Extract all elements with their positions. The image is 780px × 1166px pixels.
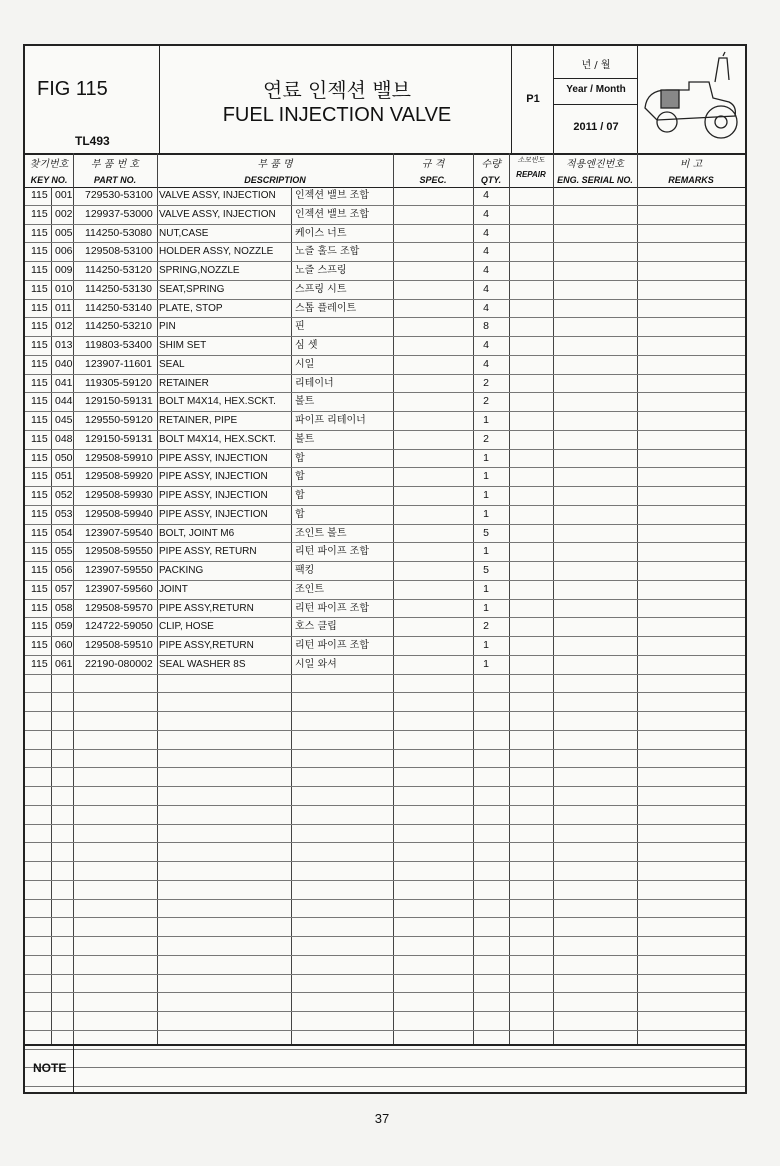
- part-number: 119803-53400: [85, 339, 152, 351]
- table-row: [25, 918, 745, 937]
- quantity: 8: [483, 320, 489, 333]
- table-row: [25, 693, 745, 712]
- table-row: [25, 300, 745, 319]
- description-kr: 스프링 시트: [295, 283, 347, 295]
- quantity: 1: [483, 470, 489, 483]
- key-number: 045: [55, 414, 73, 426]
- quantity: 4: [483, 264, 489, 276]
- table-row: [25, 318, 745, 337]
- description-en: BOLT M4X14, HEX.SCKT.: [159, 396, 276, 408]
- description-kr: 팩킹: [295, 565, 315, 576]
- table-row: [25, 375, 745, 394]
- description-kr: 조인트: [295, 583, 324, 595]
- quantity: 2: [483, 432, 489, 445]
- fig-number: 115: [31, 226, 48, 239]
- table-row: [25, 487, 745, 506]
- description-kr: 리테이너: [295, 377, 334, 389]
- table-row: [25, 393, 745, 412]
- key-number: 054: [55, 526, 73, 539]
- key-number: 055: [55, 545, 73, 558]
- fig-number: 115: [31, 357, 48, 370]
- part-number: 129508-59930: [85, 489, 153, 501]
- part-number: 129150-59131: [85, 432, 153, 445]
- description-en: PIPE ASSY, INJECTION: [159, 490, 268, 501]
- col-spec: 규 격 SPEC.: [419, 159, 447, 185]
- part-number: 114250-53120: [85, 264, 152, 276]
- quantity: 1: [483, 414, 489, 426]
- description-en: PIPE ASSY,RETURN: [159, 602, 254, 614]
- parts-list-sheet: [23, 44, 747, 1094]
- table-row: [25, 881, 745, 900]
- table-row: [25, 243, 745, 262]
- quantity: 1: [483, 639, 489, 651]
- table-row: [25, 637, 745, 656]
- key-number: 002: [55, 207, 73, 220]
- part-number: 129508-59910: [85, 451, 153, 464]
- key-number: 050: [55, 451, 73, 464]
- description-en: PACKING: [159, 565, 204, 576]
- description-en: SEAL WASHER 8S: [159, 658, 246, 670]
- table-row: [25, 975, 745, 994]
- key-number: 056: [55, 564, 73, 576]
- description-en: PIPE ASSY, RETURN: [159, 546, 257, 558]
- key-number: 051: [55, 470, 73, 483]
- table-row: [25, 731, 745, 750]
- quantity: 4: [483, 339, 489, 351]
- table-row: [25, 225, 745, 244]
- year-month-label-korean: 년 / 월: [581, 60, 611, 71]
- key-number: 058: [55, 601, 73, 614]
- table-row: [25, 675, 745, 694]
- table-row: [25, 543, 745, 562]
- title-english: FUEL INJECTION VALVE: [222, 104, 452, 126]
- description-kr: 스톱 플레이트: [295, 302, 357, 314]
- page-number: 37: [374, 1111, 390, 1126]
- description-kr: 볼트: [295, 396, 315, 408]
- part-number: 129508-59940: [85, 507, 153, 520]
- table-row: [25, 468, 745, 487]
- fig-number: 115: [31, 282, 48, 295]
- quantity: 1: [483, 657, 489, 670]
- key-number: 053: [55, 507, 73, 520]
- part-number: 114250-53210: [85, 320, 152, 333]
- year-month-label: Year / Month: [566, 84, 626, 95]
- description-kr: 케이스 너트: [295, 227, 347, 239]
- sheet-header: [25, 46, 745, 155]
- table-row: [25, 956, 745, 975]
- table-row: [25, 937, 745, 956]
- description-kr: 심 셋: [295, 340, 318, 351]
- table-row: [25, 206, 745, 225]
- table-row: [25, 506, 745, 525]
- tractor-icon: [637, 50, 741, 148]
- description-kr: 노즐 홀드 조합: [295, 246, 360, 258]
- table-row: [25, 600, 745, 619]
- part-number: 123907-59560: [85, 582, 153, 595]
- title-korean: 연료 인젝션 밸브: [263, 78, 411, 102]
- key-number: 061: [55, 657, 73, 670]
- fig-number: 115: [31, 414, 48, 426]
- description-en: PLATE, STOP: [159, 302, 223, 314]
- description-kr: 파이프 리테이너: [295, 415, 366, 426]
- description-en: PIPE ASSY, INJECTION: [159, 508, 268, 520]
- quantity: 1: [483, 507, 489, 520]
- table-row: [25, 712, 745, 731]
- col-description: 부 품 명 DESCRIPTION: [244, 159, 306, 185]
- quantity: 4: [483, 189, 489, 201]
- key-number: 013: [55, 339, 73, 351]
- description-kr: 시일 와셔: [295, 658, 337, 670]
- part-number: 129550-59120: [85, 414, 153, 426]
- fig-number: 115: [31, 395, 48, 408]
- key-number: 011: [55, 301, 72, 314]
- table-row: [25, 843, 745, 862]
- description-kr: 노즐 스프링: [295, 265, 347, 276]
- col-repair: 소모빈도 REPAIR: [516, 156, 546, 179]
- part-number: 729530-53100: [85, 189, 153, 201]
- fig-number: 115: [31, 245, 48, 258]
- description-kr: 리턴 파이프 조합: [295, 602, 369, 614]
- part-number: 129937-53000: [85, 207, 153, 220]
- table-row: [25, 993, 745, 1012]
- part-number: 114250-53140: [85, 301, 152, 314]
- key-number: 009: [55, 264, 73, 276]
- table-row: [25, 562, 745, 581]
- table-row: [25, 581, 745, 600]
- table-row: [25, 1012, 745, 1031]
- description-en: PIN: [159, 321, 176, 333]
- key-number: 001: [55, 189, 73, 201]
- fig-number: 115: [31, 620, 48, 633]
- table-row: [25, 262, 745, 281]
- table-row: [25, 187, 745, 206]
- key-number: 005: [55, 226, 73, 239]
- table-row: [25, 412, 745, 431]
- description-en: CLIP, HOSE: [159, 621, 214, 633]
- description-en: PIPE ASSY, INJECTION: [159, 471, 268, 483]
- fig-number: 115: [31, 526, 48, 539]
- description-en: PIPE ASSY, INJECTION: [159, 452, 268, 464]
- table-row: [25, 356, 745, 375]
- fig-number: 115: [31, 564, 48, 576]
- fig-number: 115: [31, 639, 48, 651]
- quantity: 4: [483, 301, 489, 314]
- quantity: 4: [483, 357, 489, 370]
- description-kr: 합: [295, 508, 305, 520]
- fig-number: 115: [31, 339, 48, 351]
- part-number: 119305-59120: [85, 376, 152, 389]
- description-en: SEAL: [159, 358, 185, 370]
- col-part-no: 부 품 번 호 PART NO.: [90, 159, 140, 185]
- fig-number: 115: [31, 657, 48, 670]
- description-en: VALVE ASSY, INJECTION: [159, 190, 276, 201]
- description-kr: 볼트: [295, 433, 315, 445]
- description-en: SPRING,NOZZLE: [159, 265, 240, 276]
- description-kr: 합: [295, 471, 305, 483]
- description-kr: 리턴 파이프 조합: [295, 546, 369, 558]
- fig-number: 115: [31, 507, 48, 520]
- quantity: 1: [483, 489, 489, 501]
- description-en: BOLT M4X14, HEX.SCKT.: [159, 433, 276, 445]
- table-row: [25, 825, 745, 844]
- description-kr: 시일: [295, 358, 315, 370]
- description-en: RETAINER: [159, 377, 209, 389]
- fig-number: 115: [31, 601, 48, 614]
- fig-number: 115: [31, 582, 48, 595]
- parts-table-body: [25, 187, 745, 1087]
- table-row: [25, 618, 745, 637]
- note-label: NOTE: [33, 1061, 67, 1075]
- part-number: 129508-59570: [85, 601, 153, 614]
- col-remarks: 비 고 REMARKS: [668, 159, 714, 185]
- table-row: [25, 281, 745, 300]
- fig-number: 115: [31, 207, 48, 220]
- description-en: BOLT, JOINT M6: [159, 527, 235, 539]
- quantity: 1: [483, 601, 489, 614]
- part-number: 123907-59540: [85, 526, 153, 539]
- table-row: [25, 525, 745, 544]
- quantity: 4: [483, 226, 489, 239]
- col-engine-serial: 적용엔진번호 ENG. SERIAL NO.: [557, 159, 633, 185]
- table-row: [25, 806, 745, 825]
- quantity: 5: [483, 564, 489, 576]
- table-row: [25, 862, 745, 881]
- key-number: 044: [55, 395, 73, 408]
- quantity: 4: [483, 245, 489, 258]
- part-number: 22190-080002: [85, 657, 153, 670]
- year-month-value: 2011 / 07: [573, 121, 619, 133]
- page-code: P1: [526, 93, 540, 105]
- part-number: 124722-59050: [85, 620, 153, 633]
- part-number: 123907-11601: [85, 357, 152, 370]
- description-kr: 인젝션 밸브 조합: [295, 208, 369, 220]
- key-number: 006: [55, 245, 73, 258]
- col-qty: 수량 QTY.: [480, 159, 502, 185]
- fig-number: 115: [31, 432, 48, 445]
- model-number: TL493: [75, 134, 110, 148]
- fig-number: 115: [31, 301, 48, 314]
- description-kr: 조인트 볼트: [295, 527, 347, 539]
- key-number: 059: [55, 620, 73, 633]
- part-number: 129508-59510: [85, 639, 153, 651]
- table-row: [25, 750, 745, 769]
- key-number: 040: [55, 357, 73, 370]
- fig-number: 115: [31, 470, 48, 483]
- description-kr: 호스 클립: [295, 621, 337, 633]
- key-number: 012: [55, 320, 73, 333]
- fig-number: 115: [31, 320, 48, 333]
- key-number: 041: [55, 376, 73, 389]
- part-number: 129508-59550: [85, 545, 153, 558]
- part-number: 114250-53080: [85, 226, 152, 239]
- table-row: [25, 431, 745, 450]
- description-en: SEAT,SPRING: [159, 283, 225, 295]
- figure-number: FIG 115: [37, 78, 108, 100]
- table-row: [25, 656, 745, 675]
- description-en: NUT,CASE: [159, 227, 209, 239]
- key-number: 010: [55, 282, 73, 295]
- quantity: 2: [483, 376, 489, 389]
- quantity: 1: [483, 545, 489, 558]
- description-kr: 합: [295, 490, 305, 501]
- part-number: 129508-59920: [85, 470, 153, 483]
- key-number: 048: [55, 432, 73, 445]
- table-row: [25, 768, 745, 787]
- part-number: 129508-53100: [85, 245, 153, 258]
- key-number: 060: [55, 639, 73, 651]
- quantity: 4: [483, 282, 489, 295]
- fig-number: 115: [31, 264, 48, 276]
- quantity: 4: [483, 207, 489, 220]
- description-en: HOLDER ASSY, NOZZLE: [159, 246, 274, 258]
- note-area: [25, 1044, 745, 1094]
- description-kr: 핀: [295, 321, 305, 333]
- description-kr: 리턴 파이프 조합: [295, 640, 369, 651]
- part-number: 114250-53130: [85, 282, 152, 295]
- quantity: 1: [483, 582, 489, 595]
- description-en: VALVE ASSY, INJECTION: [159, 208, 276, 220]
- table-row: [25, 337, 745, 356]
- part-number: 123907-59550: [85, 564, 153, 576]
- description-kr: 인젝션 밸브 조합: [295, 190, 369, 201]
- quantity: 2: [483, 620, 489, 633]
- quantity: 2: [483, 395, 489, 408]
- fig-number: 115: [31, 189, 48, 201]
- part-number: 129150-59131: [85, 395, 153, 408]
- description-en: PIPE ASSY,RETURN: [159, 640, 254, 651]
- fig-number: 115: [31, 545, 48, 558]
- fig-number: 115: [31, 451, 48, 464]
- key-number: 052: [55, 489, 73, 501]
- quantity: 1: [483, 451, 489, 464]
- table-row: [25, 787, 745, 806]
- table-row: [25, 900, 745, 919]
- description-en: SHIM SET: [159, 340, 207, 351]
- table-row: [25, 450, 745, 469]
- description-en: JOINT: [159, 583, 188, 595]
- col-key-no: 찾기번호 KEY NO.: [29, 159, 69, 185]
- fig-number: 115: [31, 489, 48, 501]
- description-kr: 합: [295, 452, 305, 464]
- key-number: 057: [55, 582, 73, 595]
- quantity: 5: [483, 526, 489, 539]
- fig-number: 115: [31, 376, 48, 389]
- description-en: RETAINER, PIPE: [159, 415, 238, 426]
